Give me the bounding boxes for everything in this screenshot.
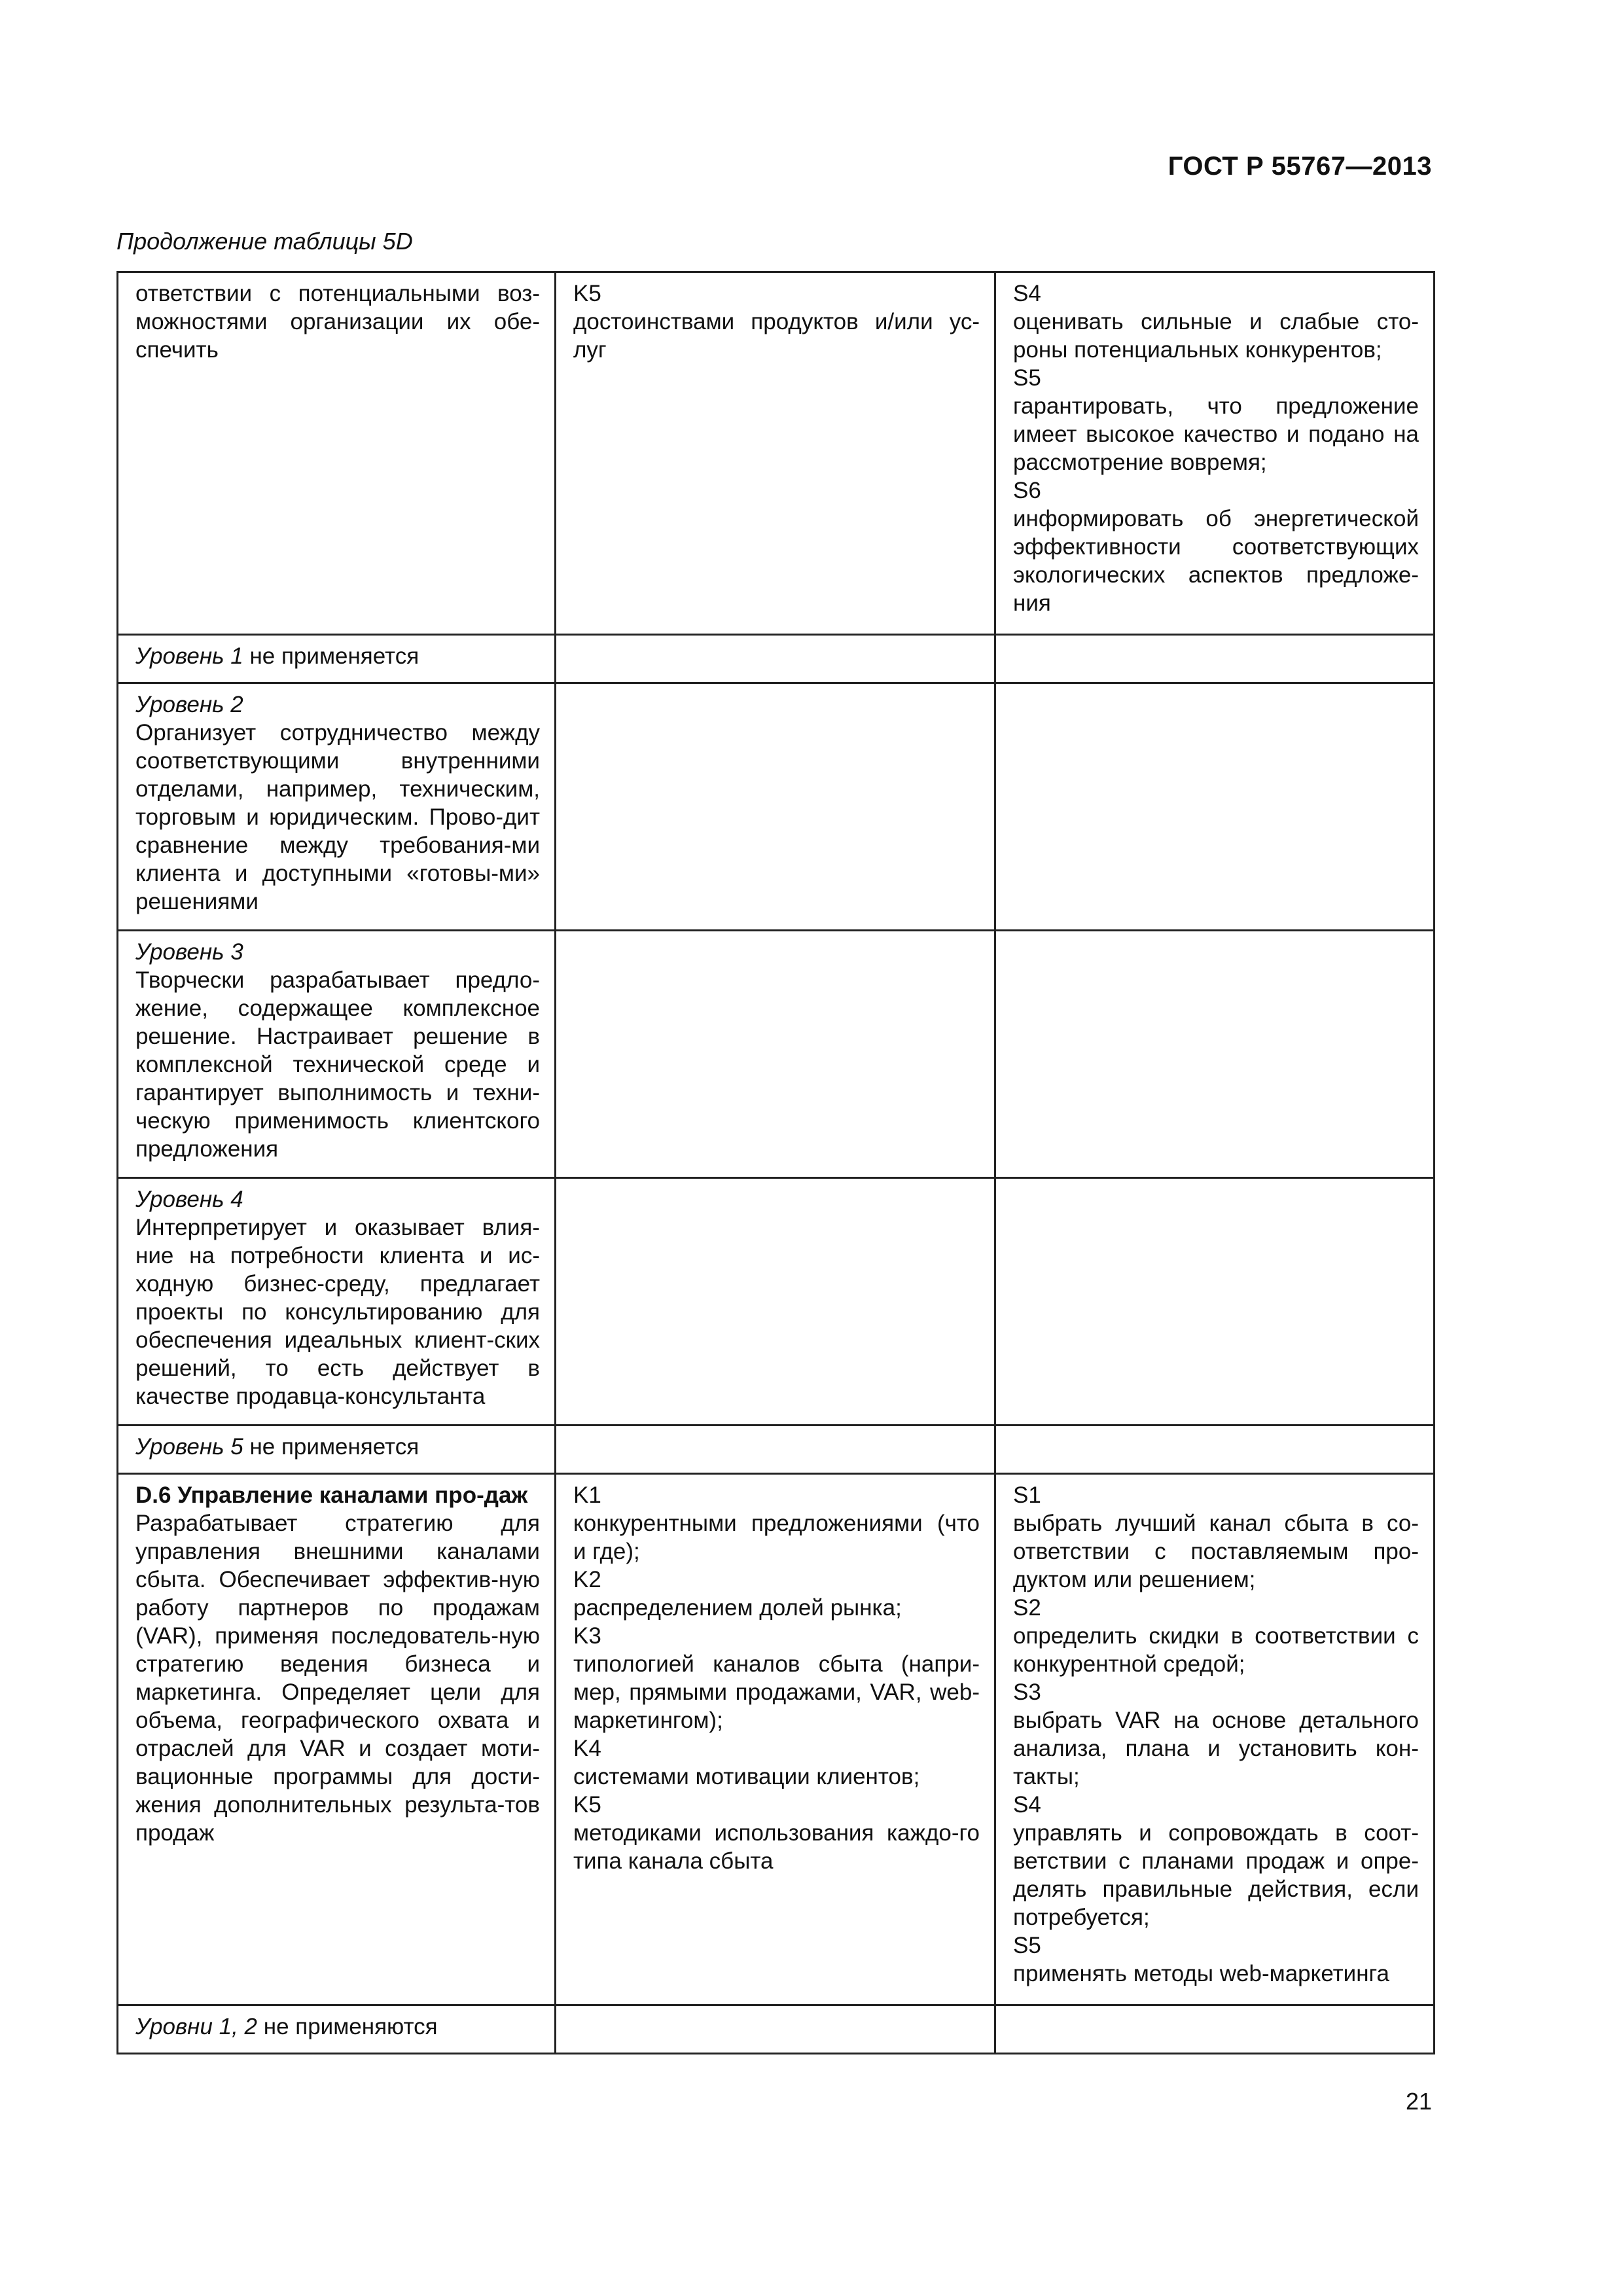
document-standard-number: ГОСТ Р 55767—2013: [1168, 152, 1432, 181]
empty-cell: [995, 1426, 1435, 1474]
empty-cell: [995, 635, 1435, 683]
empty-cell: [556, 931, 995, 1178]
skill-code: S1: [1013, 1482, 1041, 1508]
skill-text: гарантировать, что предложение имеет высокое качество и подано на рассмотрение вовремя;: [1013, 393, 1419, 475]
empty-cell: [995, 1178, 1435, 1426]
level-cell: [118, 635, 556, 683]
skill-text: информировать об энергетической эффективности соответствующих экологических аспектов предложе-ния: [1013, 506, 1419, 616]
knowledge-text: типологией каналов сбыта (напри-мер, прямыми продажами, VAR, web-маркетингом);: [573, 1651, 980, 1733]
competence-table: [116, 271, 1435, 2054]
knowledge-cell: [556, 272, 995, 635]
empty-cell: [556, 683, 995, 931]
description-cell: [118, 272, 556, 635]
table-row: [118, 2005, 1435, 2054]
empty-cell: [556, 1426, 995, 1474]
empty-cell: [556, 2005, 995, 2054]
skill-code: S5: [1013, 365, 1041, 391]
skill-text: применять методы web-маркетинга: [1013, 1961, 1390, 1986]
skills-cell: [995, 1474, 1435, 2005]
competence-title: D.6 Управление каналами про-даж: [135, 1482, 528, 1508]
level-description: Организует сотрудничество между соответствующими внутренними отделами, например, техническим, торговым и юридическим. Прово-дит сравнение между требования-ми клиента и доступными «готовы-ми» решениями: [135, 720, 540, 914]
table-row: [118, 683, 1435, 931]
table-caption: Продолжение таблицы 5D: [116, 228, 413, 255]
knowledge-text: распределением долей рынка;: [573, 1595, 902, 1621]
skill-code: S5: [1013, 1933, 1041, 1958]
level-cell: [118, 2005, 556, 2054]
knowledge-text: методиками использования каждо-го типа канала сбыта: [573, 1820, 980, 1874]
knowledge-code: K1: [573, 1482, 601, 1508]
level-status: не применяется: [243, 1434, 419, 1460]
knowledge-code: K5: [573, 1792, 601, 1818]
knowledge-code: K5: [573, 281, 601, 306]
knowledge-text: системами мотивации клиентов;: [573, 1764, 920, 1789]
table-row: [118, 635, 1435, 683]
level-label: Уровень 2: [135, 692, 243, 717]
skill-code: S4: [1013, 1792, 1041, 1818]
level-status: не применяется: [243, 643, 419, 669]
knowledge-cell: [556, 1474, 995, 2005]
skill-text: оценивать сильные и слабые сто-роны потенциальных конкурентов;: [1013, 309, 1419, 363]
table-row: [118, 1474, 1435, 2005]
level-label: Уровень 1: [135, 643, 243, 669]
table-row: [118, 931, 1435, 1178]
level-label: Уровень 4: [135, 1187, 243, 1212]
level-description: Интерпретирует и оказывает влия-ние на потребности клиента и ис-ходную бизнес-среду, предлагает проекты по консультированию для обеспечения идеальных клиент-ских решений, то есть действует в качестве продавца-консультанта: [135, 1215, 540, 1409]
skill-text: определить скидки в соответствии с конкурентной средой;: [1013, 1623, 1419, 1677]
level-cell: [118, 683, 556, 931]
level-cell: [118, 931, 556, 1178]
knowledge-code: K2: [573, 1567, 601, 1592]
level-label: Уровень 3: [135, 939, 243, 965]
description-text: ответствии с потенциальными воз-можностями организации их обе-спечить: [135, 281, 540, 363]
knowledge-text: достоинствами продуктов и/или ус-луг: [573, 309, 980, 363]
level-cell: [118, 1426, 556, 1474]
empty-cell: [995, 683, 1435, 931]
level-cell: [118, 1178, 556, 1426]
skill-code: S2: [1013, 1595, 1041, 1621]
empty-cell: [995, 931, 1435, 1178]
skill-code: S4: [1013, 281, 1041, 306]
knowledge-code: K3: [573, 1623, 601, 1649]
table-row: [118, 1426, 1435, 1474]
skill-text: выбрать VAR на основе детального анализа, плана и установить кон-такты;: [1013, 1708, 1419, 1789]
level-description: Творчески разрабатывает предло-жение, содержащее комплексное решение. Настраивает решение в комплексной технической среде и гарантирует выполнимость и техни-ческую применимость клиентского предложения: [135, 967, 540, 1162]
empty-cell: [556, 635, 995, 683]
knowledge-code: K4: [573, 1736, 601, 1761]
page-number: 21: [1405, 2088, 1432, 2115]
table-row: [118, 1178, 1435, 1426]
empty-cell: [995, 2005, 1435, 2054]
skill-code: S3: [1013, 1679, 1041, 1705]
skills-cell: [995, 272, 1435, 635]
knowledge-text: конкурентными предложениями (что и где);: [573, 1511, 980, 1564]
description-cell: [118, 1474, 556, 2005]
skill-text: управлять и сопровождать в соот-ветствии с планами продаж и опре-делять правильные действия, если потребуется;: [1013, 1820, 1419, 1930]
competence-description: Разрабатывает стратегию для управления внешними каналами сбыта. Обеспечивает эффектив-ную работу партнеров по продажам (VAR), применяя последователь-ную стратегию ведения бизнеса и маркетинга. Определяет цели для объема, географического охвата и отраслей для VAR и создает моти-вационные программы для дости-жения дополнительных результа-тов продаж: [135, 1511, 540, 1846]
table-row: [118, 272, 1435, 635]
level-label: Уровень 5: [135, 1434, 243, 1460]
skill-code: S6: [1013, 478, 1041, 503]
level-status: не применяются: [257, 2014, 438, 2039]
empty-cell: [556, 1178, 995, 1426]
level-label: Уровни 1, 2: [135, 2014, 258, 2039]
skill-text: выбрать лучший канал сбыта в со-ответствии с поставляемым про-дуктом или решением;: [1013, 1511, 1419, 1592]
